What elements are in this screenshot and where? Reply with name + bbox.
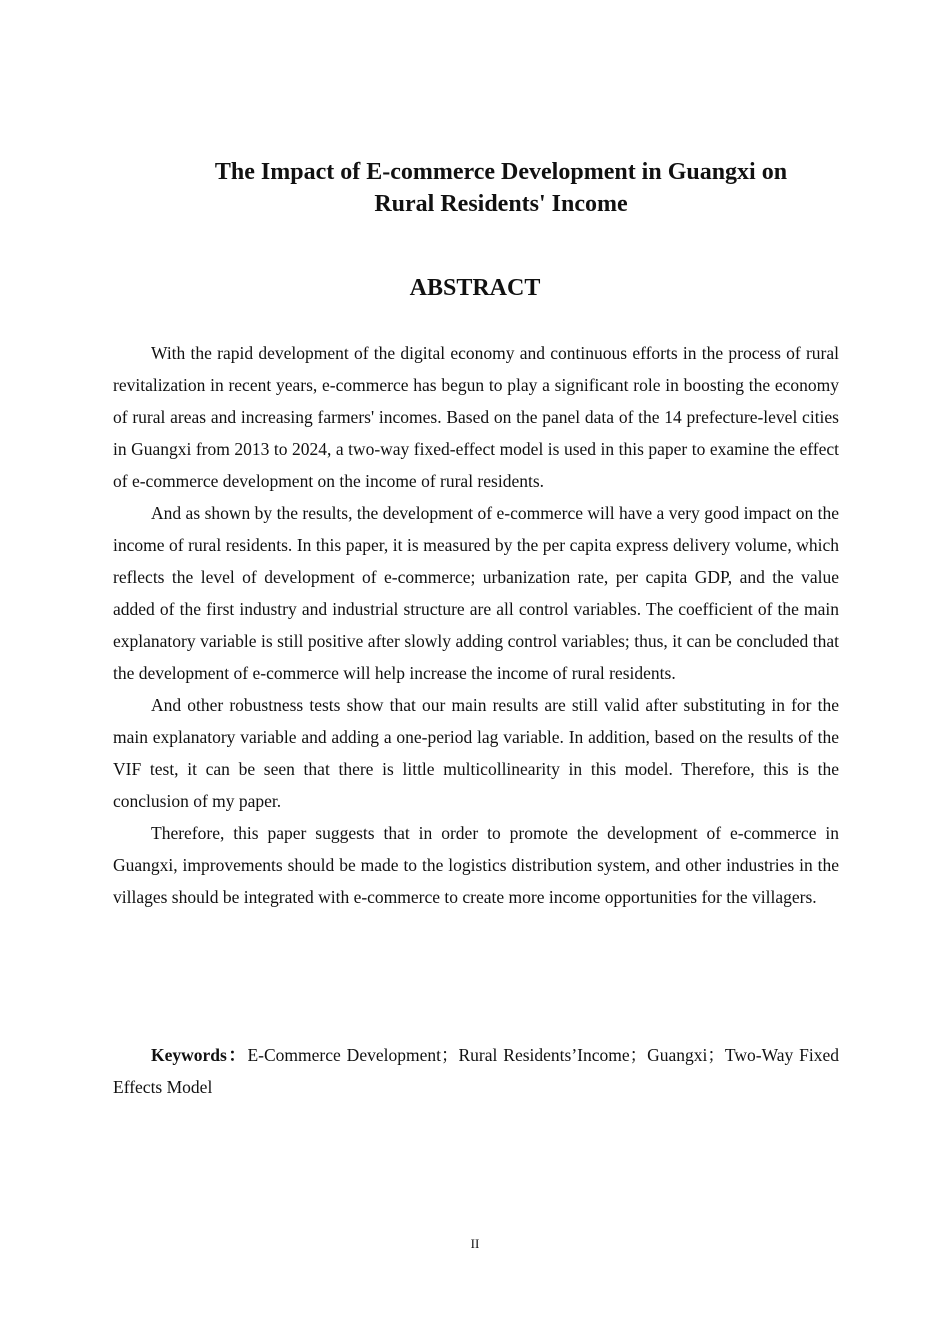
paper-title-line-2: Rural Residents' Income — [374, 191, 628, 217]
abstract-paragraph-3: And other robustness tests show that our main results are still valid after substituting in for the main explanatory variable and adding a one-period lag variable. In addition, based on the results of the VIF test, it can be seen that there is little multicollinearity in this model. Therefore, this is the conclusion of my paper. — [113, 695, 839, 811]
abstract-paragraph-1: With the rapid development of the digital economy and continuous efforts in the process of rural revitalization in recent years, e-commerce has begun to play a significant role in boosting the economy of rural areas and increasing farmers' incomes. Based on the panel data of the 14 prefecture-level cities in Guangxi from 2013 to 2024, a two-way fixed-effect model is used in this paper to examine the effect of e-commerce development on the income of rural residents. — [113, 343, 839, 491]
page-number: II — [470, 1236, 480, 1251]
abstract-body — [113, 337, 839, 913]
abstract-heading: ABSTRACT — [409, 275, 541, 301]
abstract-paragraph-2: And as shown by the results, the development of e-commerce will have a very good impact on the income of rural residents. In this paper, it is measured by the per capita express delivery volume, which reflects the level of development of e-commerce; urbanization rate, per capita GDP, and the value added of the first industry and industrial structure are all control variables. The coefficient of the main explanatory variable is still positive after slowly adding control variables; thus, it can be concluded that the development of e-commerce will help increase the income of rural residents. — [113, 503, 839, 683]
keywords-label: Keywords： — [151, 1045, 248, 1065]
paper-title — [0, 156, 950, 220]
paper-title-line-1: The Impact of E-commerce Development in Guangxi on — [214, 159, 788, 185]
abstract-paragraph-4: Therefore, this paper suggests that in order to promote the development of e-commerce in Guangxi, improvements should be made to the logistics distribution system, and other industries in the villages should be integrated with e-commerce to create more income opportunities for the villagers. — [113, 823, 839, 907]
keywords-text: E-Commerce Development；Rural Residents’Income；Guangxi；Two-Way Fixed Effects Model — [113, 1045, 840, 1097]
keywords-line — [113, 1039, 839, 1103]
